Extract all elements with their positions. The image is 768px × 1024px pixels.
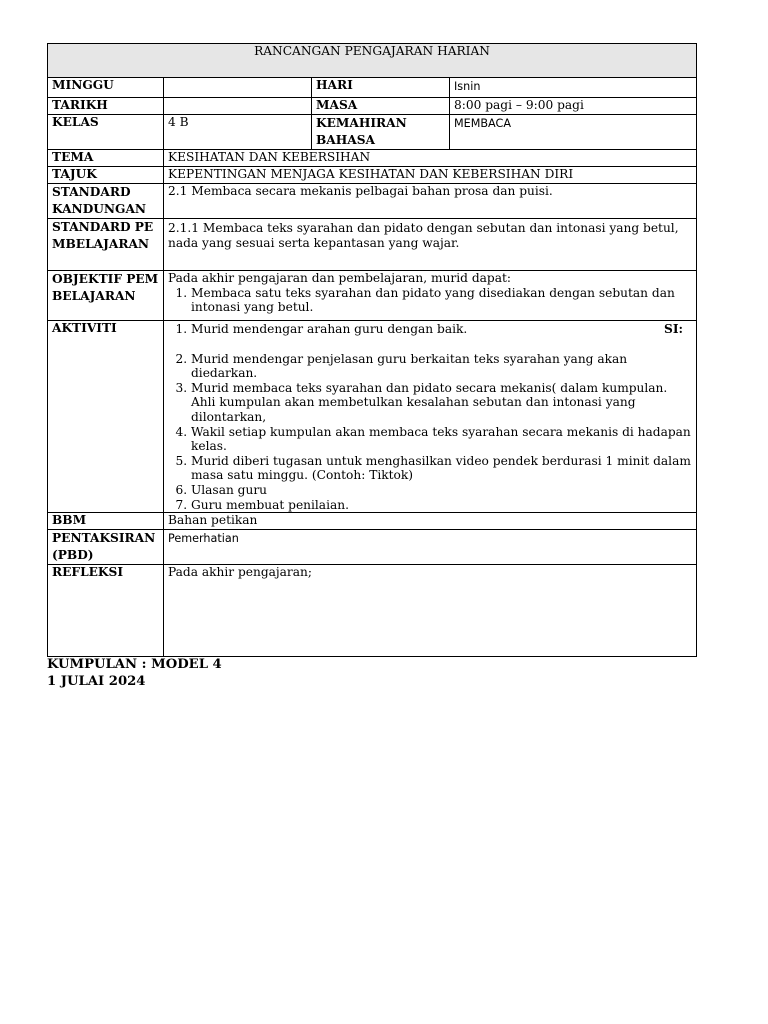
- pentaksiran-label: PENTAKSIRAN (PBD): [48, 530, 164, 565]
- aktiviti-list: [168, 322, 692, 512]
- row-aktiviti: [48, 321, 697, 513]
- masa-value: 8:00 pagi – 9:00 pagi: [450, 98, 697, 115]
- kumpulan-text: KUMPULAN : MODEL 4: [47, 657, 222, 672]
- list-item: 1. Membaca satu teks syarahan dan pidato yang disediakan dengan sebutan dan intonasi yang betul.: [191, 286, 692, 315]
- aktiviti-label: AKTIVITI: [48, 321, 164, 513]
- hari-value: Isnin: [450, 78, 697, 98]
- list-item: 2. Murid mendengar penjelasan guru berkaitan teks syarahan yang akan diedarkan.: [191, 352, 692, 381]
- row-refleksi: [48, 565, 697, 657]
- bbm-value: Bahan petikan: [164, 513, 697, 530]
- footer: [47, 657, 222, 690]
- document-title: RANCANGAN PENGAJARAN HARIAN: [48, 44, 697, 78]
- row-minggu: [48, 78, 697, 98]
- row-tema: [48, 150, 697, 167]
- minggu-label: MINGGU: [48, 78, 164, 98]
- refleksi-label: REFLEKSI: [48, 565, 164, 657]
- list-item: 4. Wakil setiap kumpulan akan membaca teks syarahan secara mekanis di hadapan kelas.: [191, 425, 692, 454]
- standard-kandungan-label: STANDARD KANDUNGAN: [48, 184, 164, 219]
- bbm-label: BBM: [48, 513, 164, 530]
- kemahiran-value: MEMBACA: [450, 115, 697, 150]
- row-bbm: [48, 513, 697, 530]
- si-label: SI:: [664, 322, 684, 336]
- refleksi-value: Pada akhir pengajaran;: [164, 565, 697, 657]
- row-tajuk: [48, 167, 697, 184]
- list-item: 6. Ulasan guru: [191, 483, 692, 498]
- row-objektif: [48, 271, 697, 321]
- minggu-value: [164, 78, 312, 98]
- pentaksiran-value: Pemerhatian: [164, 530, 697, 565]
- list-item: 3. Murid membaca teks syarahan dan pidato secara mekanis( dalam kumpulan. Ahli kumpulan akan membetulkan kesalahan sebutan dan intonasi yang dilontarkan,: [191, 381, 692, 425]
- row-standard-pembelajaran: [48, 219, 697, 271]
- row-kelas: [48, 115, 697, 150]
- standard-pembelajaran-value: 2.1.1 Membaca teks syarahan dan pidato dengan sebutan dan intonasi yang betul, nada yang sesuai serta kepantasan yang wajar.: [164, 219, 697, 271]
- list-item: 5. Murid diberi tugasan untuk menghasilkan video pendek berdurasi 1 minit dalam masa satu minggu. (Contoh: Tiktok): [191, 454, 692, 483]
- kelas-value: 4 B: [164, 115, 312, 150]
- title-row: [48, 44, 697, 78]
- aktiviti-cell: [164, 321, 697, 513]
- row-standard-kandungan: [48, 184, 697, 219]
- list-item: 7. Guru membuat penilaian.: [191, 498, 692, 513]
- aktiviti-item-text: Murid mendengar arahan guru dengan baik.: [191, 322, 468, 336]
- masa-label: MASA: [312, 98, 450, 115]
- standard-kandungan-value: 2.1 Membaca secara mekanis pelbagai bahan prosa dan puisi.: [164, 184, 697, 219]
- tajuk-label: TAJUK: [48, 167, 164, 184]
- row-pentaksiran: [48, 530, 697, 565]
- hari-label: HARI: [312, 78, 450, 98]
- objektif-label: OBJEKTIF PEMBELAJARAN: [48, 271, 164, 321]
- kemahiran-label: KEMAHIRAN BAHASA: [312, 115, 450, 150]
- list-item: [191, 322, 692, 337]
- objektif-cell: [164, 271, 697, 321]
- tema-label: TEMA: [48, 150, 164, 167]
- row-tarikh: [48, 98, 697, 115]
- tarikh-label: TARIKH: [48, 98, 164, 115]
- kelas-label: KELAS: [48, 115, 164, 150]
- tajuk-value: KEPENTINGAN MENJAGA KESIHATAN DAN KEBERSIHAN DIRI: [164, 167, 697, 184]
- objektif-list: [168, 286, 692, 315]
- tema-value: KESIHATAN DAN KEBERSIHAN: [164, 150, 697, 167]
- lesson-plan-table: [47, 43, 697, 657]
- standard-pembelajaran-label: STANDARD PEMBELAJARAN: [48, 219, 164, 271]
- tarikh-value: [164, 98, 312, 115]
- objektif-intro: Pada akhir pengajaran dan pembelajaran, murid dapat:: [168, 271, 511, 285]
- footer-date: 1 JULAI 2024: [47, 673, 146, 689]
